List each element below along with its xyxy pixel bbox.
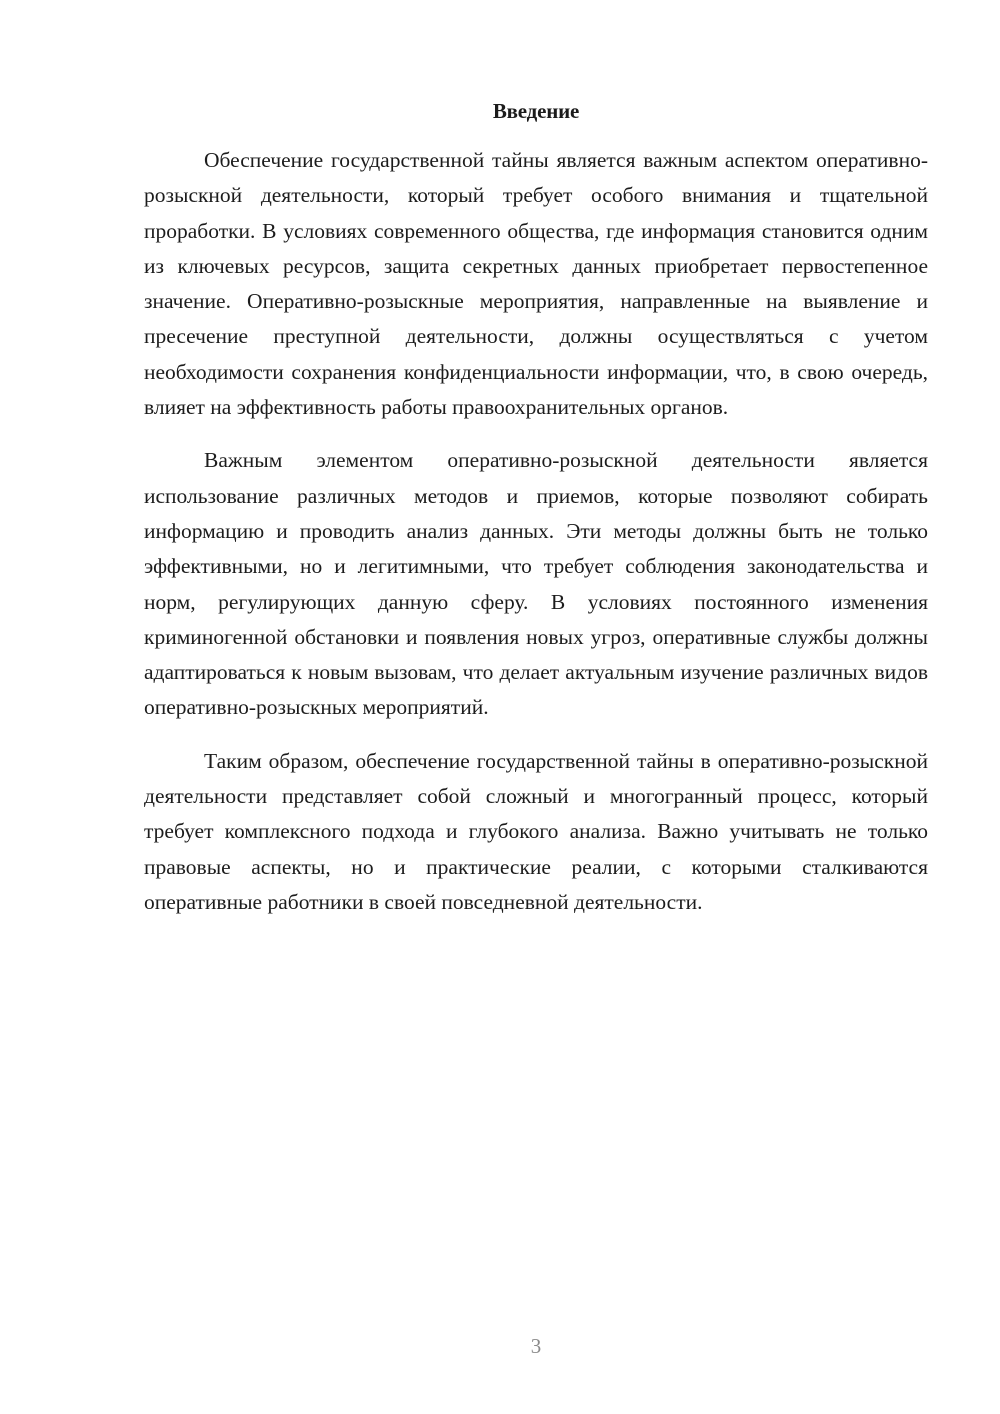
document-body xyxy=(144,143,928,938)
paragraph-3: Таким образом, обеспечение государственной тайны в оперативно-розыскной деятельности представляет собой сложный и многогранный процесс, который требует комплексного подхода и глубокого анализа. Важно учитывать не только правовые аспекты, но и практические реалии, с которыми сталкиваются оперативные работники в своей повседневной деятельности. xyxy=(144,748,928,914)
section-title: Введение xyxy=(492,99,580,123)
paragraph-2: Важным элементом оперативно-розыскной деятельности является использование различных методов и приемов, которые позволяют собирать информацию и проводить анализ данных. Эти методы должны быть не только эффективными, но и легитимными, что требует соблюдения законодательства и норм, регулирующих данную сферу. В условиях постоянного изменения криминогенной обстановки и появления новых угроз, оперативные службы должны адаптироваться к новым вызовам, что делает актуальным изучение различных видов оперативно-розыскных мероприятий. xyxy=(144,448,928,720)
paragraph-1: Обеспечение государственной тайны является важным аспектом оперативно-розыскной деятельности, который требует особого внимания и тщательной проработки. В условиях современного общества, где информация становится одним из ключевых ресурсов, защита секретных данных приобретает первостепенное значение. Оперативно-розыскные мероприятия, направленные на выявление и пресечение преступной деятельности, должны осуществляться с учетом необходимости сохранения конфиденциальности информации, что, в свою очередь, влияет на эффективность работы правоохранительных органов. xyxy=(144,148,928,420)
page-number: 3 xyxy=(530,1334,542,1358)
